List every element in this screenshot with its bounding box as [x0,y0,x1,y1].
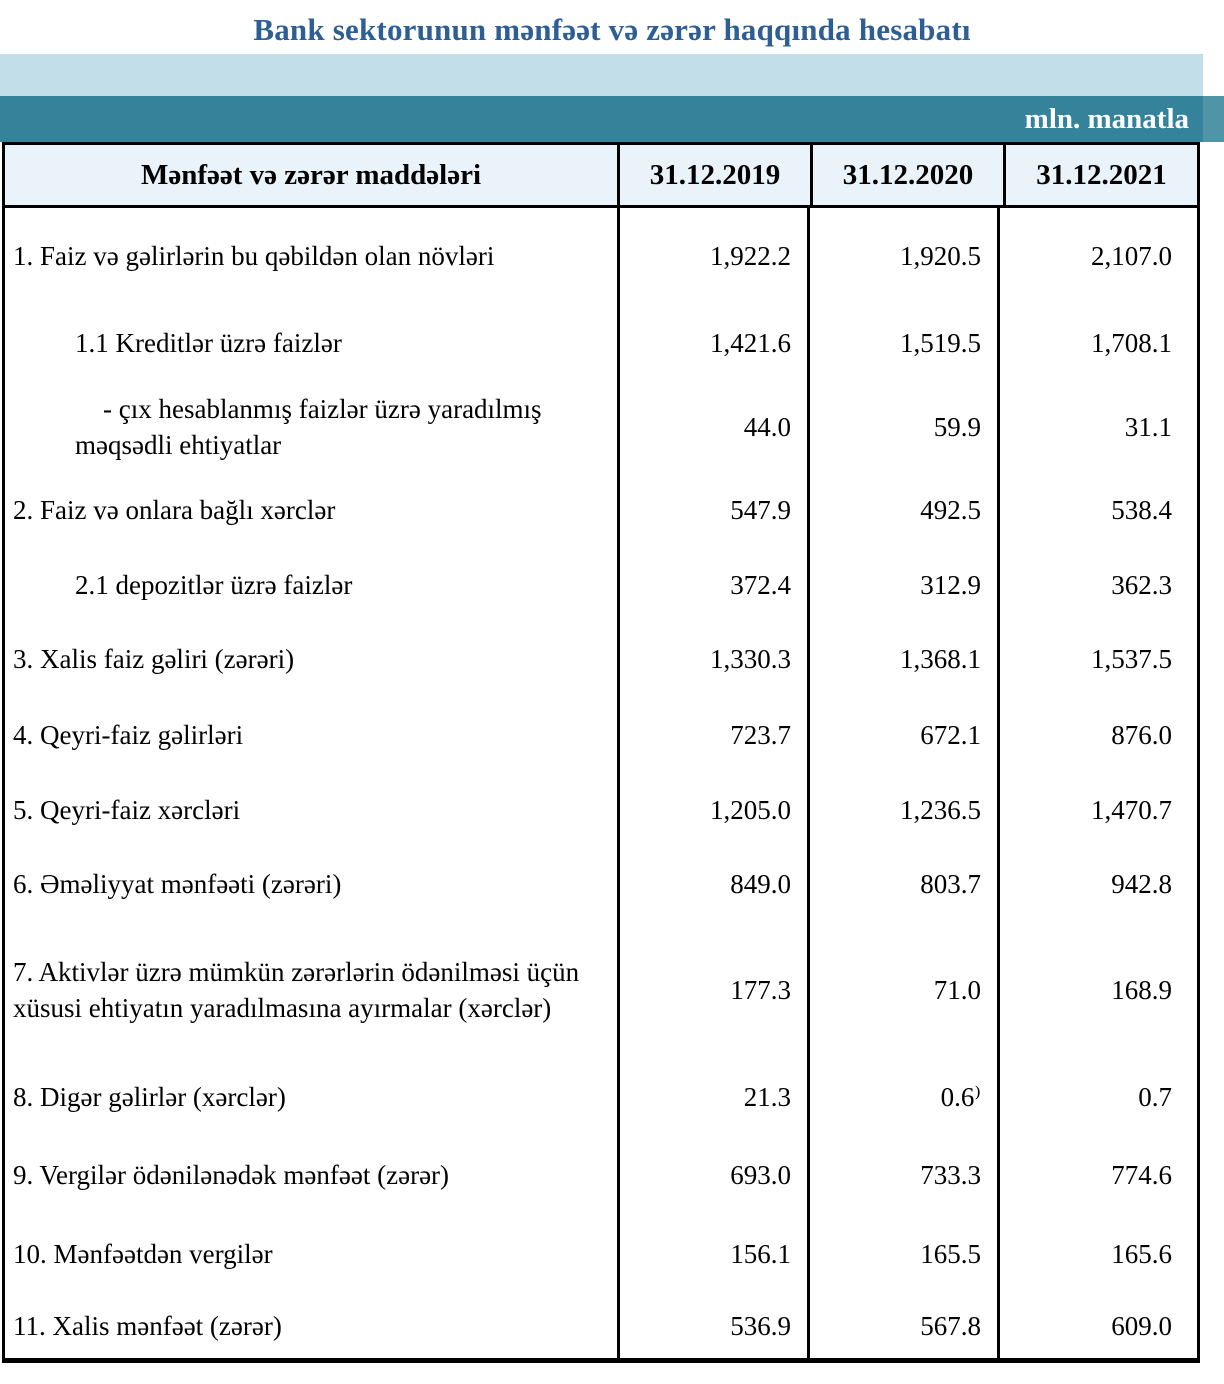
teal-band-tail [1203,96,1224,142]
row-value-2021: 0.7 [997,1058,1188,1135]
row-value-2021: 168.9 [997,921,1188,1058]
table-header-row [5,145,1197,208]
row-value-2019: 1,330.3 [617,621,807,696]
table-row [5,471,1197,548]
header-items-column: Mənfəət və zərər maddələri [140,158,482,191]
row-value-2020: 1,368.1 [807,621,997,696]
row-value-2021: 538.4 [997,471,1188,548]
row-value-2019: 177.3 [617,921,807,1058]
row-label: 11. Xalis mənfəət (zərər) [13,1310,282,1341]
report-page [0,12,1224,1363]
header-date-2019: 31.12.2019 [617,145,810,205]
row-value-2019: 1,421.6 [617,303,807,383]
table-row [5,921,1197,1058]
page-title: Bank sektorunun mənfəət və zərər haqqında hesabatı [253,12,971,47]
table-row [5,1215,1197,1293]
row-label: 8. Digər gəlirlər (xərclər) [13,1081,286,1112]
row-value-2021: 1,470.7 [997,773,1188,846]
header-date-2021: 31.12.2021 [1003,145,1197,205]
row-value-2021: 362.3 [997,548,1188,621]
row-label: 10. Mənfəətdən vergilər [13,1239,273,1269]
table-row [5,303,1197,383]
row-value-2020: 1,519.5 [807,303,997,383]
row-value-2021: 774.6 [997,1135,1188,1215]
table-row [5,846,1197,921]
teal-band [0,96,1203,142]
table-row [5,1135,1197,1215]
table-row [5,621,1197,696]
row-label: 3. Xalis faiz gəliri (zərəri) [13,643,295,674]
row-label: - çıx hesablanmış faizlər üzrə yaradılmış məqsədli ehtiyatlar [75,394,542,460]
row-value-2020: 312.9 [807,548,997,621]
row-value-2019: 21.3 [617,1058,807,1135]
unit-label: mln. manatla [1024,103,1189,135]
profit-loss-table [2,142,1200,1363]
row-label: 2. Faiz və onlara bağlı xərclər [13,494,336,525]
row-value-2019: 723.7 [617,696,807,773]
row-value-2021: 2,107.0 [997,208,1188,303]
row-value-2020: 1,920.5 [807,208,997,303]
table-row [5,383,1197,471]
row-label: 4. Qeyri-faiz gəlirləri [13,719,244,750]
row-value-2021: 876.0 [997,696,1188,773]
table-row [5,1293,1197,1358]
table-row [5,548,1197,621]
row-value-2019: 372.4 [617,548,807,621]
row-value-2020: 0.6⁾ [807,1058,997,1135]
row-value-2020: 567.8 [807,1293,997,1358]
row-value-2020: 672.1 [807,696,997,773]
table-row [5,696,1197,773]
row-value-2020: 733.3 [807,1135,997,1215]
row-value-2019: 1,922.2 [617,208,807,303]
row-value-2019: 44.0 [617,383,807,471]
light-blue-band [0,54,1203,96]
table-row [5,208,1197,303]
row-value-2021: 1,537.5 [997,621,1188,696]
row-label: 6. Əməliyyat mənfəəti (zərəri) [13,868,342,899]
row-value-2021: 1,708.1 [997,303,1188,383]
row-label: 1. Faiz və gəlirlərin bu qəbildən olan növləri [13,240,495,271]
row-value-2020: 803.7 [807,846,997,921]
row-value-2020: 59.9 [807,383,997,471]
row-label: 1.1 Kreditlər üzrə faizlər [75,328,342,358]
row-value-2019: 536.9 [617,1293,807,1358]
row-value-2021: 165.6 [997,1215,1188,1293]
row-label: 9. Vergilər ödənilənədək mənfəət (zərər) [13,1160,450,1190]
row-value-2020: 1,236.5 [807,773,997,846]
table-row [5,1058,1197,1135]
row-value-2020: 165.5 [807,1215,997,1293]
row-value-2020: 492.5 [807,471,997,548]
row-value-2021: 31.1 [997,383,1188,471]
row-value-2019: 849.0 [617,846,807,921]
header-date-2020: 31.12.2020 [810,145,1003,205]
row-value-2020: 71.0 [807,921,997,1058]
row-value-2019: 547.9 [617,471,807,548]
row-label: 5. Qeyri-faiz xərcləri [13,794,241,825]
row-value-2019: 156.1 [617,1215,807,1293]
row-value-2021: 942.8 [997,846,1188,921]
row-value-2019: 693.0 [617,1135,807,1215]
row-value-2019: 1,205.0 [617,773,807,846]
row-label: 7. Aktivlər üzrə mümkün zərərlərin ödənilməsi üçün xüsusi ehtiyatın yaradılmasına ayırmalar (xərclər) [13,956,580,1023]
row-value-2021: 609.0 [997,1293,1188,1358]
table-row [5,773,1197,846]
table-body [5,208,1197,1358]
row-label: 2.1 depozitlər üzrə faizlər [75,569,353,600]
